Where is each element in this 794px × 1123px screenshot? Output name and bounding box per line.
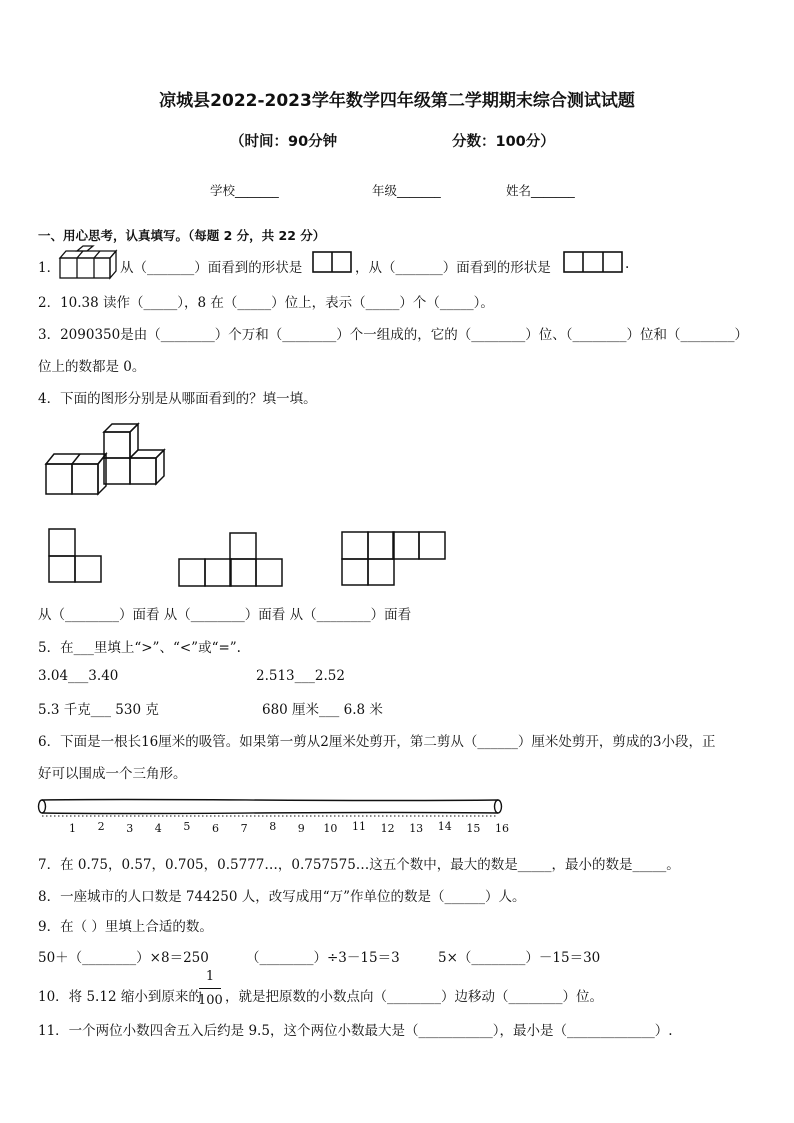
- q2-text: 2．10.38 读作（_____），8 在（_____）位上，表示（_____）个（_____）。: [38, 295, 494, 311]
- straw-tick-label: 6: [212, 822, 219, 835]
- q4-view-3: [341, 531, 447, 587]
- q9-item-a: 50＋（________）×8＝250: [38, 950, 209, 966]
- straw-tick-label: 15: [466, 822, 481, 835]
- q3-line1: 3．2090350是由（________）个万和（________）个一组成的，它的（________）位、（________）位和（________）: [38, 327, 748, 343]
- q10-fraction-numerator: 1: [205, 969, 215, 984]
- q10-text-pre: 10．将 5.12 缩小到原来的: [38, 989, 202, 1005]
- q8-text: 8．一座城市的人口数是 744250 人，改写成用“万”作单位的数是（______）人。: [38, 889, 526, 905]
- q4-view-2: [178, 532, 284, 588]
- straw-tick-label: 12: [380, 822, 395, 835]
- straw-tick-label: 1: [69, 822, 76, 835]
- q3-line2: 位上的数都是 0。: [38, 359, 146, 375]
- q1-text-a: 从（_______）面看到的形状是: [120, 260, 303, 276]
- q9-item-b: （________）÷3－15＝3: [246, 950, 400, 966]
- q5-item-d: 680 厘米___ 6.8 米: [262, 702, 383, 718]
- q9-item-c: 5×（________）－15＝30: [438, 950, 601, 966]
- straw-tick-label: 4: [154, 822, 162, 835]
- exam-score: 分数：100分）: [452, 134, 555, 150]
- straw-tick-label: 7: [240, 822, 248, 835]
- straw-tick-label: 9: [297, 822, 305, 835]
- exam-time: （时间：90分钟: [230, 134, 338, 150]
- straw-tick-label: 2: [97, 820, 105, 833]
- q10-fraction-bar: [199, 988, 221, 989]
- straw-tick-label: 16: [495, 822, 509, 835]
- section-heading: 一、用心思考，认真填写。（每题 2 分，共 22 分）: [38, 228, 326, 243]
- q6-straw-figure: [36, 796, 509, 836]
- straw-tick-label: 11: [352, 820, 366, 833]
- q5-item-b: 2.513___2.52: [256, 668, 345, 684]
- q6-line2: 好可以围成一个三角形。: [38, 766, 187, 782]
- q11-text: 11．一个两位小数四舍五入后约是 9.5，这个两位小数最大是（___________），最小是（_____________）.: [38, 1023, 673, 1039]
- q5-item-c: 5.3 千克___ 530 克: [38, 702, 159, 718]
- q1-shape-three-squares: [563, 251, 623, 273]
- straw-tick-label: 10: [323, 822, 338, 835]
- q1-number: 1．: [38, 260, 61, 276]
- school-field: 学校_______: [210, 183, 279, 198]
- q4-view-1: [48, 528, 104, 584]
- q6-line1: 6．下面是一根长16厘米的吸管。如果第一剪从2厘米处剪开，第二剪从（______）厘米处剪开，剪成的3小段，正: [38, 734, 716, 750]
- q4-cube-stack-figure: [44, 424, 166, 496]
- q10-fraction-denominator: 100: [198, 993, 223, 1008]
- q1-text-c: .: [625, 256, 630, 272]
- straw-tick-label: 14: [437, 820, 452, 833]
- q10-text-post: ，就是把原数的小数点向（________）边移动（________）位。: [225, 989, 603, 1005]
- q4-text: 4．下面的图形分别是从哪面看到的？填一填。: [38, 391, 317, 407]
- straw-tick-label: 5: [183, 820, 191, 833]
- straw-tick-label: 3: [126, 822, 134, 835]
- straw-tick-label: 8: [269, 820, 277, 833]
- q5-text: 5．在___里填上“>”、“<”或“=”.: [38, 640, 241, 656]
- name-field: 姓名_______: [506, 183, 575, 198]
- straw-tick-label: 13: [409, 822, 424, 835]
- q9-text: 9．在（ ）里填上合适的数。: [38, 919, 213, 935]
- q1-cube-figure: [58, 245, 120, 281]
- q5-item-a: 3.04___3.40: [38, 668, 119, 684]
- q1-shape-two-squares: [312, 251, 352, 273]
- q4-answer: 从（________）面看 从（________）面看 从（________）面看: [38, 607, 412, 623]
- grade-field: 年级_______: [372, 183, 441, 198]
- q7-text: 7．在 0.75，0.57，0.705，0.5777…，0.757575…这五个数中，最大的数是_____，最小的数是_____。: [38, 857, 680, 873]
- page-title: 凉城县2022-2023学年数学四年级第二学期期末综合测试试题: [159, 91, 635, 111]
- q1-text-b: ，从（_______）面看到的形状是: [355, 260, 551, 276]
